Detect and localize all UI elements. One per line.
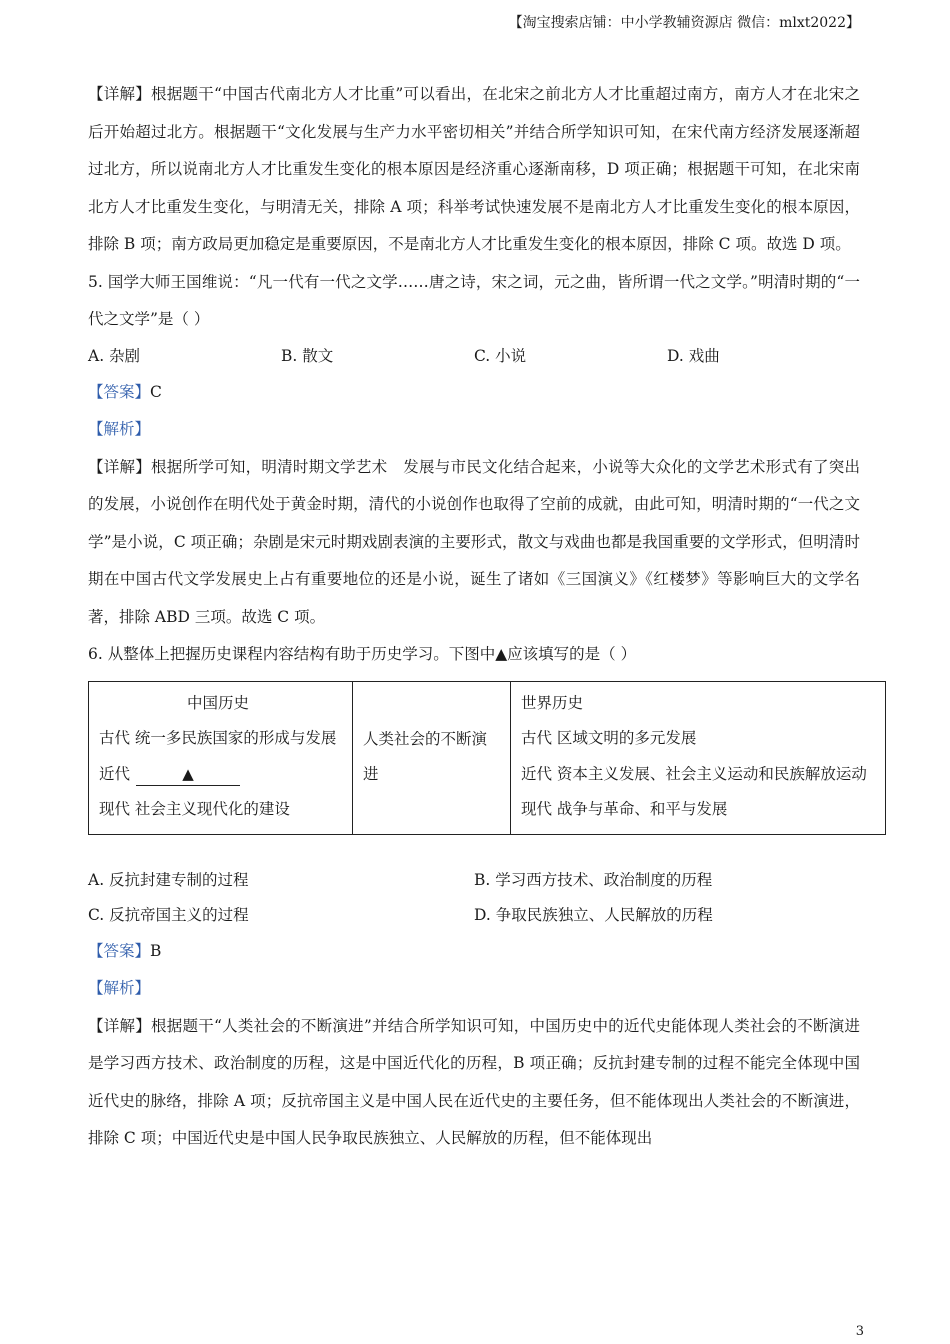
china-ancient: 古代 统一多民族国家的形成与发展 — [99, 729, 337, 747]
q6-detail — [88, 1008, 860, 1158]
option-d: D. 戏曲 — [667, 346, 720, 365]
answer-value: C — [150, 382, 162, 401]
option-a: A. 杂剧 — [88, 346, 141, 365]
detail-tag: 【详解】 — [88, 85, 151, 103]
detail-tag: 【详解】 — [88, 1016, 151, 1035]
china-history-cell — [89, 681, 353, 834]
middle-cell: 人类社会的不断演进 — [353, 681, 511, 834]
world-ancient: 古代 区域文明的多元发展 — [521, 729, 697, 747]
china-contemporary: 现代 社会主义现代化的建设 — [99, 800, 290, 818]
page-content — [88, 76, 867, 1158]
q6-stem: 6. 从整体上把握历史课程内容结构有助于历史学习。下图中▲应该填写的是（ ） — [88, 645, 637, 663]
option-b: B. 散文 — [281, 346, 334, 365]
q5-options — [88, 339, 860, 374]
china-modern-label: 近代 — [99, 764, 131, 783]
page-number: 3 — [855, 1324, 864, 1339]
detail-text: 根据所学可知，明清时期文学艺术 发展与市民文化结合起来，小说等大众化的文学艺术形式有了突出的发展，小说创作在明代处于黄金时期，清代的小说创作也取得了空前的成就，由此可知，明清时期的“一代之文学”是小说，C 项正确；杂剧是宋元时期戏剧表演的主要形式，散文与戏曲也都是我国重要的文学形式，但明清时期在中国古代文学发展史上占有重要地位的还是小说，诞生了诸如《三国演义》《红楼梦》等影响巨大的文学名著，排除 ABD 三项。故选 C 项。 — [88, 457, 860, 626]
china-title: 中国历史 — [187, 693, 250, 712]
world-modern: 近代 资本主义发展、社会主义运动和民族解放运动 — [521, 764, 867, 783]
q6-analysis-tag: 【解析】 — [88, 979, 151, 997]
option-c: C. 反抗帝国主义的过程 — [88, 905, 249, 924]
world-contemporary: 现代 战争与革命、和平与发展 — [521, 800, 728, 818]
q5-stem: 5. 国学大师王国维说：“凡一代有一代之文学……唐之诗，宋之词，元之曲，皆所谓一代之文学。”明清时期的“一代之文学”是（ ） — [88, 272, 860, 328]
option-d: D. 争取民族独立、人民解放的历程 — [474, 905, 713, 924]
option-c: C. 小说 — [474, 346, 527, 365]
q5-answer — [88, 374, 860, 412]
fill-blank — [136, 763, 240, 786]
answer-tag: 【答案】 — [88, 941, 151, 960]
detail-text: 根据题干“人类社会的不断演进”并结合所学知识可知，中国历史中的近代史能体现人类社会的不断演进是学习西方技术、政治制度的历程，这是中国近代化的历程，B 项正确；反抗封建专制的过程不能完全体现中国近代史的脉络，排除 A 项；反抗帝国主义是中国人民在近代史的主要任务，但不能体现出人类社会的不断演进，排除 C 项；中国近代史是中国人民争取民族独立、人民解放的历程，但不能体现出 — [88, 1016, 860, 1147]
history-structure-table — [88, 681, 886, 835]
world-title: 世界历史 — [521, 693, 584, 712]
q6-answer — [88, 933, 860, 971]
detail-text: 根据题干“中国古代南北方人才比重”可以看出，在北宋之前北方人才比重超过南方，南方人才在北宋之后开始超过北方。根据题干“文化发展与生产力水平密切相关”并结合所学知识可知，在宋代南方经济发展逐渐超过北方，所以说南北方人才比重发生变化的根本原因是经济重心逐渐南移，D 项正确；根据题干可知，在北宋南北方人才比重发生变化，与明清无关，排除 A 项；科举考试快速发展不是南北方人才比重发生变化的根本原因，排除 B 项；南方政局更加稳定是重要原因，不是南北方人才比重发生变化的根本原因，排除 C 项。故选 D 项。 — [88, 85, 860, 253]
triangle-marker: ▲ — [182, 764, 194, 783]
q6-options-row1 — [88, 863, 860, 898]
q6-options-row2 — [88, 898, 860, 933]
page-header: 【淘宝搜索店铺：中小学教辅资源店 微信：mlxt2022】 — [508, 15, 860, 31]
world-history-cell — [511, 681, 886, 834]
china-modern — [99, 757, 344, 793]
q4-detail — [88, 76, 860, 264]
answer-value: B — [150, 941, 162, 960]
answer-tag: 【答案】 — [88, 382, 151, 401]
q5-analysis-tag: 【解析】 — [88, 420, 151, 438]
detail-tag: 【详解】 — [88, 457, 152, 476]
option-b: B. 学习西方技术、政治制度的历程 — [474, 870, 713, 889]
option-a: A. 反抗封建专制的过程 — [88, 870, 249, 889]
q5-detail — [88, 449, 860, 637]
